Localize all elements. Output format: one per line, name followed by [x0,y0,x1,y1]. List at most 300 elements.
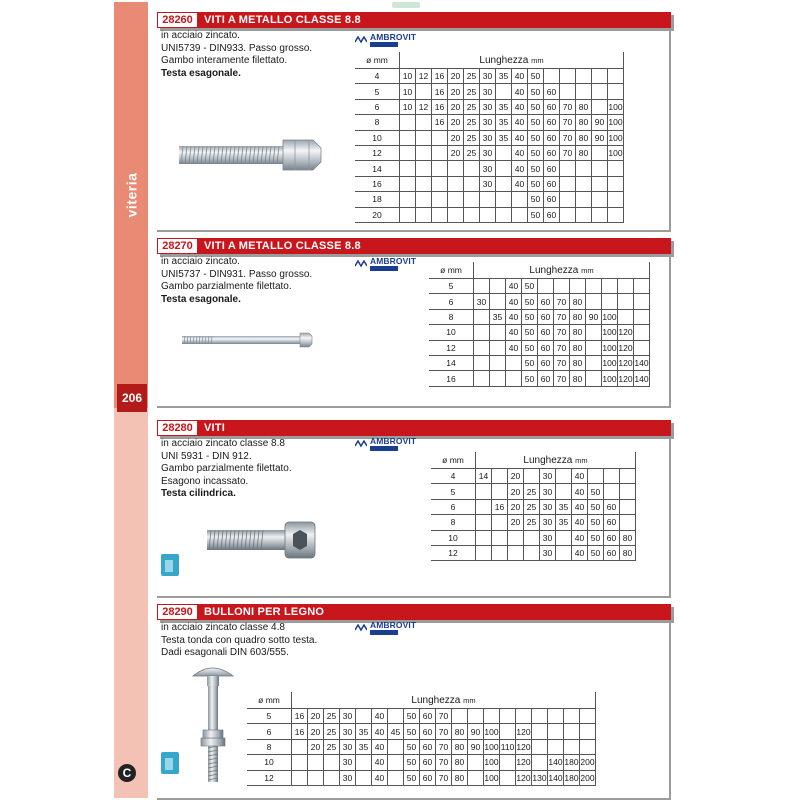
diameter-cell: 18 [355,192,400,207]
desc-line: Testa tonda con quadro sotto testa. [161,634,318,646]
length-cell [524,530,540,545]
length-cell: 50 [522,340,538,355]
length-cell: 40 [506,340,522,355]
length-cell: 80 [570,325,586,340]
length-cell: 50 [588,484,604,499]
brand-mark-icon [355,440,367,448]
length-cell: 60 [544,84,560,99]
brand-name: AMBROVIT [370,620,417,630]
length-cell: 30 [480,176,496,191]
length-cell [560,176,576,191]
length-cell: 50 [522,294,538,309]
length-cell [492,545,508,560]
length-cell: 80 [570,340,586,355]
length-cell: 40 [572,515,588,530]
length-cell [532,755,548,770]
length-cell: 35 [556,499,572,514]
table-row [355,115,624,130]
diameter-cell: 6 [429,294,474,309]
table-row [355,161,624,176]
length-cell [506,355,522,370]
product-code: 28260 [157,12,198,28]
length-cell: 25 [464,84,480,99]
desc-line: UNI 5931 - DIN 912. [161,450,252,462]
length-cell: 30 [540,469,556,484]
length-cell: 25 [324,709,340,724]
length-cell [400,176,416,191]
length-cell [356,770,372,785]
length-cell [496,176,512,191]
length-cell: 140 [634,371,650,386]
length-cell [560,161,576,176]
length-cell [576,207,592,222]
length-cell: 40 [572,484,588,499]
desc-line: in acciaio zincato classe 4.8 [161,622,285,633]
length-cell: 80 [576,145,592,160]
length-cell: 100 [602,355,618,370]
length-cell: 25 [324,724,340,739]
desc-line: Gambo interamente filettato. [161,55,288,66]
length-cell: 20 [448,115,464,130]
length-cell: 80 [570,294,586,309]
length-cell: 20 [448,130,464,145]
length-cell: 40 [512,115,528,130]
length-cell [576,69,592,84]
length-cell: 20 [448,69,464,84]
length-cell [356,709,372,724]
length-cell: 25 [464,145,480,160]
length-cell: 120 [618,371,634,386]
length-cell [490,371,506,386]
product-code: 28290 [157,604,198,620]
diameter-cell: 14 [429,355,474,370]
length-cell: 60 [604,499,620,514]
length-cell: 200 [580,770,596,785]
length-cell [586,371,602,386]
length-cell [432,145,448,160]
table-row [355,99,624,114]
table-row [429,279,650,294]
length-cell: 140 [548,770,564,785]
length-cell [512,192,528,207]
length-cell: 40 [572,469,588,484]
length-cell [480,207,496,222]
brand-logo [355,620,417,638]
diameter-cell: 14 [355,161,400,176]
length-cell: 50 [522,355,538,370]
brand-subline [370,266,398,271]
length-cell: 120 [516,739,532,754]
length-cell [490,325,506,340]
length-cell: 40 [506,309,522,324]
length-cell [484,709,500,724]
length-cell [560,69,576,84]
length-cell [490,355,506,370]
length-cell: 30 [540,530,556,545]
length-cell: 16 [432,69,448,84]
length-cell: 80 [570,371,586,386]
length-cell [464,176,480,191]
length-cell [416,192,432,207]
length-cell: 30 [340,739,356,754]
product-name: BULLONI PER LEGNO [204,606,325,618]
length-cell: 30 [480,84,496,99]
length-cell [500,755,516,770]
table-row [247,739,596,754]
table-row [247,755,596,770]
length-cell [580,709,596,724]
diameter-cell: 5 [247,709,292,724]
length-cell: 60 [538,325,554,340]
length-cell [634,309,650,324]
size-table [355,52,624,223]
length-cell [416,130,432,145]
brand-name: AMBROVIT [370,256,417,266]
diameter-header: ø mm [429,262,474,279]
section-header [157,12,671,28]
length-cell [432,161,448,176]
length-unit: mm [581,265,594,275]
length-cell: 120 [516,755,532,770]
length-cell: 200 [580,755,596,770]
length-cell: 40 [512,176,528,191]
length-cell: 100 [484,755,500,770]
length-cell [608,176,624,191]
desc-bold-line: Testa esagonale. [161,293,241,305]
page-number: 206 [117,384,147,412]
desc-line: Esagono incassato. [161,475,249,487]
publisher-logo-icon: C [118,764,136,782]
length-cell: 40 [512,69,528,84]
length-cell: 50 [528,207,544,222]
length-cell: 60 [420,739,436,754]
brand-subline [370,630,398,635]
length-cell [604,484,620,499]
length-cell [608,84,624,99]
diameter-cell: 6 [431,499,476,514]
length-cell: 70 [560,99,576,114]
length-cell: 14 [476,469,492,484]
length-cell: 25 [324,739,340,754]
length-cell: 90 [586,309,602,324]
length-cell: 40 [512,130,528,145]
length-cell [576,84,592,99]
diameter-cell: 6 [247,724,292,739]
table-row [355,207,624,222]
length-cell: 40 [572,530,588,545]
length-cell [508,545,524,560]
length-cell [634,279,650,294]
diameter-header: ø mm [431,452,476,469]
length-cell [620,484,636,499]
length-cell: 10 [400,84,416,99]
table-row [355,130,624,145]
length-cell [532,739,548,754]
length-cell: 60 [538,340,554,355]
length-cell: 60 [544,130,560,145]
length-cell: 50 [528,69,544,84]
product-code: 28280 [157,420,198,436]
length-cell [388,770,404,785]
length-cell [432,176,448,191]
length-cell: 35 [356,739,372,754]
length-cell [586,325,602,340]
diameter-cell: 10 [429,325,474,340]
length-unit: mm [531,55,544,65]
length-cell: 80 [452,739,468,754]
length-cell: 130 [532,770,548,785]
length-cell [492,530,508,545]
length-cell [292,739,308,754]
diameter-cell: 10 [431,530,476,545]
length-cell [492,484,508,499]
length-cell: 35 [490,309,506,324]
length-cell: 40 [372,755,388,770]
length-cell: 80 [620,545,636,560]
length-cell [548,724,564,739]
length-cell [634,325,650,340]
length-cell: 35 [496,130,512,145]
desc-line: in acciaio zincato. [161,30,240,41]
product-description [161,256,312,306]
length-cell [400,115,416,130]
length-cell: 16 [492,499,508,514]
length-cell [608,207,624,222]
brand-subline [370,42,398,47]
length-cell [432,192,448,207]
product-name: VITI A METALLO CLASSE 8.8 [204,240,361,252]
length-cell [388,755,404,770]
product-section-28290 [157,604,671,800]
length-cell: 45 [388,724,404,739]
length-cell [474,371,490,386]
category-title: viteria [123,172,139,218]
length-cell [432,207,448,222]
table-row [429,294,650,309]
diameter-cell: 20 [355,207,400,222]
diameter-cell: 8 [431,515,476,530]
length-cell: 25 [464,69,480,84]
length-cell: 40 [572,499,588,514]
length-cell: 140 [548,755,564,770]
length-cell: 35 [496,99,512,114]
length-cell: 50 [522,325,538,340]
length-cell [492,515,508,530]
length-cell: 110 [500,739,516,754]
length-cell [496,145,512,160]
length-cell [490,279,506,294]
table-row [429,325,650,340]
section-header [157,604,671,620]
desc-bold-line: Testa esagonale. [161,67,241,79]
length-cell [586,294,602,309]
length-cell [476,515,492,530]
length-cell: 30 [540,545,556,560]
length-cell: 50 [588,545,604,560]
length-cell: 60 [420,724,436,739]
length-cell: 90 [592,130,608,145]
length-cell: 120 [618,325,634,340]
length-cell [634,340,650,355]
table-row [355,84,624,99]
length-cell: 100 [608,99,624,114]
length-cell: 30 [480,145,496,160]
length-cell [400,130,416,145]
length-cell: 70 [554,309,570,324]
diameter-cell: 12 [355,145,400,160]
length-cell: 50 [522,371,538,386]
length-cell: 80 [576,99,592,114]
length-cell: 120 [618,355,634,370]
length-cell: 80 [576,130,592,145]
length-cell [608,192,624,207]
desc-line: in acciaio zincato. [161,256,240,267]
diameter-header: ø mm [247,692,292,709]
length-cell [570,279,586,294]
length-cell [532,709,548,724]
length-cell [592,161,608,176]
product-code: 28270 [157,238,198,254]
length-cell: 30 [340,755,356,770]
length-cell [620,469,636,484]
length-cell: 60 [538,294,554,309]
length-cell: 60 [604,515,620,530]
length-cell: 50 [588,530,604,545]
length-cell [448,176,464,191]
length-cell [474,309,490,324]
product-description [161,622,317,660]
length-cell: 30 [340,724,356,739]
length-cell: 80 [620,530,636,545]
length-cell: 60 [544,207,560,222]
length-cell: 20 [508,499,524,514]
length-cell: 100 [608,115,624,130]
length-header [476,452,636,469]
length-cell: 40 [372,770,388,785]
length-cell: 50 [404,770,420,785]
length-cell: 20 [508,515,524,530]
length-cell [592,145,608,160]
length-cell: 20 [508,484,524,499]
length-label: Lunghezza [523,454,573,466]
length-cell: 20 [448,99,464,114]
table-header-row [431,452,636,469]
table-row [247,709,596,724]
length-cell [548,709,564,724]
length-cell [324,755,340,770]
length-cell: 80 [576,115,592,130]
section-header [157,420,671,436]
table-row [429,340,650,355]
length-cell: 60 [544,192,560,207]
length-cell [556,545,572,560]
desc-line: Gambo parzialmente filettato. [161,463,292,474]
length-cell: 60 [604,545,620,560]
length-cell: 60 [544,99,560,114]
length-cell: 40 [372,739,388,754]
length-cell [508,530,524,545]
length-cell: 60 [538,371,554,386]
length-cell: 40 [512,161,528,176]
desc-line: UNI5739 - DIN933. Passo grosso. [161,42,313,54]
length-cell: 70 [554,340,570,355]
length-cell: 50 [404,709,420,724]
length-cell [560,84,576,99]
length-cell [464,161,480,176]
length-cell [476,545,492,560]
table-row [429,309,650,324]
length-cell: 70 [436,724,452,739]
length-cell: 100 [602,309,618,324]
length-cell: 80 [452,755,468,770]
size-table [429,262,650,387]
length-cell: 16 [292,724,308,739]
top-logo-icon [392,2,420,8]
length-cell [448,161,464,176]
length-cell [608,69,624,84]
product-section-28270 [157,238,671,408]
length-cell: 80 [570,355,586,370]
length-cell: 60 [604,530,620,545]
length-cell [556,530,572,545]
length-cell: 50 [528,115,544,130]
brand-mark-icon [355,36,367,44]
length-cell: 30 [540,515,556,530]
length-cell [416,176,432,191]
length-cell: 30 [480,130,496,145]
length-cell [500,770,516,785]
length-cell: 60 [538,309,554,324]
brand-subline [370,446,398,451]
product-name: VITI [204,422,225,434]
table-row [431,484,636,499]
length-cell: 60 [544,161,560,176]
length-cell: 120 [618,340,634,355]
length-cell [388,739,404,754]
length-cell: 50 [588,499,604,514]
diameter-cell: 10 [355,130,400,145]
length-cell: 40 [506,279,522,294]
length-cell: 60 [544,115,560,130]
length-cell: 16 [432,99,448,114]
length-cell: 50 [528,145,544,160]
length-cell [496,84,512,99]
length-cell: 100 [602,325,618,340]
length-cell: 100 [602,340,618,355]
length-unit: mm [463,695,476,705]
length-cell: 30 [540,499,556,514]
length-cell: 10 [400,69,416,84]
table-row [355,192,624,207]
length-cell [416,145,432,160]
product-description [161,438,292,501]
length-cell [576,176,592,191]
length-cell [604,469,620,484]
length-cell: 70 [554,355,570,370]
length-cell [586,355,602,370]
length-cell [618,279,634,294]
length-cell [476,530,492,545]
length-cell: 40 [372,724,388,739]
table-row [355,176,624,191]
length-cell [496,161,512,176]
length-cell: 16 [432,84,448,99]
length-cell: 70 [554,325,570,340]
table-row [247,770,596,785]
length-cell [586,340,602,355]
diameter-cell: 8 [247,739,292,754]
length-cell: 60 [420,709,436,724]
